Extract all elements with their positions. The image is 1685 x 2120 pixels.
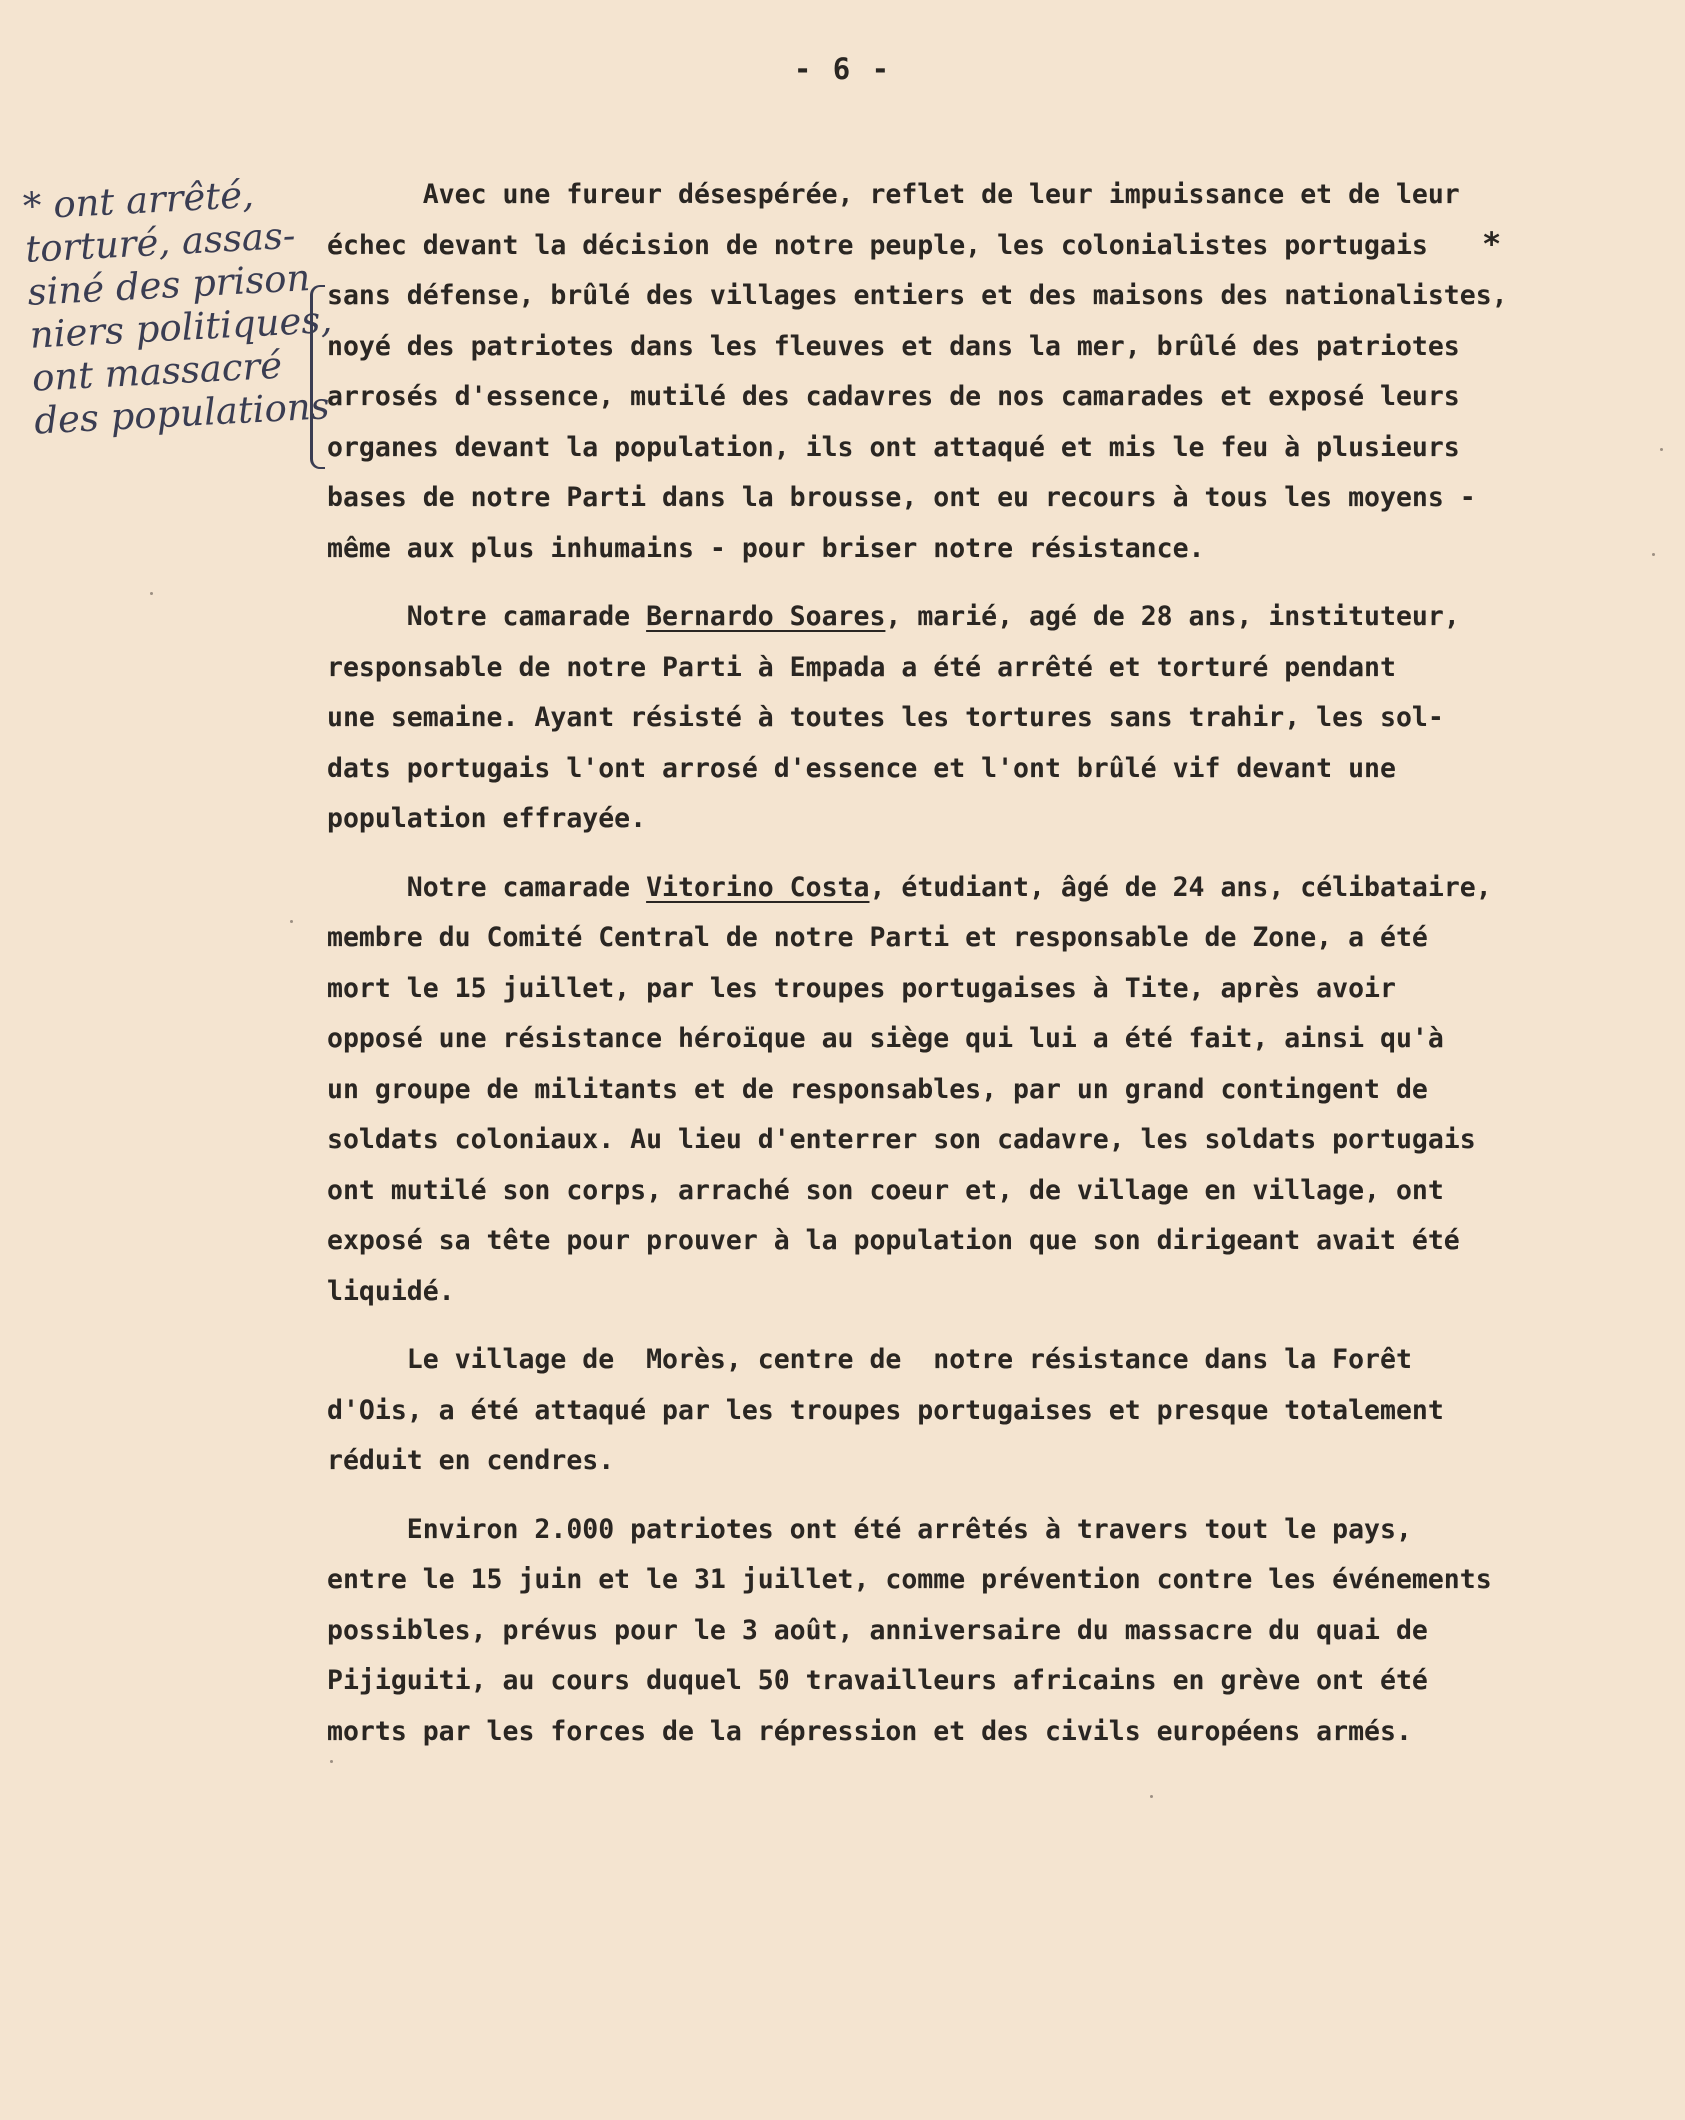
line-suffix: , étudiant, âgé de 24 ans, célibataire, xyxy=(869,871,1492,903)
text-line: un groupe de militants et de responsables, par un grand contingent de xyxy=(327,1073,1428,1105)
text-line: bases de notre Parti dans la brousse, ont eu recours à tous les moyens - xyxy=(327,482,1476,513)
person-name-bernardo-soares: Bernardo Soares xyxy=(646,601,886,632)
text-line xyxy=(327,592,1627,643)
text-line: Avec une fureur désespérée, reflet de leur impuissance et de leur xyxy=(327,179,1460,210)
paragraph-4 xyxy=(327,1335,1627,1487)
margin-note-line: torturé, assas- xyxy=(24,213,297,271)
text-line: possibles, prévus pour le 3 août, anniversaire du massacre du quai de xyxy=(327,1614,1428,1646)
line-prefix: Notre camarade xyxy=(327,871,647,903)
text-line: Pijiguiti, au cours duquel 50 travailleurs africains en grève ont été xyxy=(327,1665,1428,1696)
line-suffix: , marié, agé de 28 ans, instituteur, xyxy=(885,601,1460,632)
text-line: opposé une résistance héroïque au siège qui lui a été fait, ainsi qu'à xyxy=(327,1023,1444,1054)
insertion-asterisk: * xyxy=(1482,225,1502,263)
line-prefix: Notre camarade xyxy=(327,601,647,632)
text-line: population effrayée. xyxy=(327,803,647,834)
text-line: Le village de Morès, centre de notre résistance dans la Forêt xyxy=(327,1344,1412,1375)
margin-note-line: siné des prison xyxy=(26,256,312,314)
paper-speck xyxy=(150,592,153,595)
text-line: liquidé. xyxy=(327,1275,455,1307)
margin-bracket xyxy=(310,285,325,469)
margin-note-line: des populations xyxy=(33,384,331,443)
text-line: mort le 15 juillet, par les troupes portugaises à Tite, après avoir xyxy=(327,972,1396,1004)
paper-speck xyxy=(330,1760,333,1763)
body-text xyxy=(327,170,1627,1757)
text-line: responsable de notre Parti à Empada a été arrêté et torturé pendant xyxy=(327,651,1396,683)
text-line: noyé des patriotes dans les fleuves et dans la mer, brûlé des patriotes xyxy=(327,330,1460,362)
paper-speck xyxy=(1660,448,1663,451)
text-line: dats portugais l'ont arrosé d'essence et l'ont brûlé vif devant une xyxy=(327,752,1396,784)
text-line: d'Ois, a été attaqué par les troupes portugaises et presque totalement xyxy=(327,1394,1444,1426)
text-line: même aux plus inhumains - pour briser notre résistance. xyxy=(327,532,1205,564)
text-line: entre le 15 juin et le 31 juillet, comme prévention contre les événements xyxy=(327,1564,1492,1595)
paper-speck xyxy=(1150,1795,1153,1798)
text-line: ont mutilé son corps, arraché son coeur et, de village en village, ont xyxy=(327,1174,1444,1206)
text-line: exposé sa tête pour prouver à la population que son dirigeant avait été xyxy=(327,1225,1460,1256)
handwritten-margin-note xyxy=(22,169,335,442)
paragraph-3 xyxy=(327,863,1627,1318)
paper-speck xyxy=(1652,553,1655,556)
paragraph-1 xyxy=(327,170,1627,574)
text-line xyxy=(327,863,1627,914)
text-line: arrosés d'essence, mutilé des cadavres de nos camarades et exposé leurs xyxy=(327,381,1460,412)
person-name-vitorino-costa: Vitorino Costa xyxy=(646,871,870,903)
text-line: morts par les forces de la répression et des civils européens armés. xyxy=(327,1715,1412,1747)
margin-note-line: * ont arrêté, xyxy=(22,172,255,228)
text-line: une semaine. Ayant résisté à toutes les tortures sans trahir, les sol- xyxy=(327,702,1444,733)
paper-speck xyxy=(290,920,293,923)
text-line: réduit en cendres. xyxy=(327,1445,615,1476)
margin-note-line: niers politiques, xyxy=(28,297,334,357)
text-line: échec devant la décision de notre peuple, les colonialistes portugais xyxy=(327,229,1428,261)
text-line: soldats coloniaux. Au lieu d'enterrer son cadavre, les soldats portugais xyxy=(327,1124,1476,1155)
text-line: sans défense, brûlé des villages entiers et des maisons des nationalistes, xyxy=(327,280,1508,311)
text-line: membre du Comité Central de notre Parti et responsable de Zone, a été xyxy=(327,922,1428,953)
text-line: Environ 2.000 patriotes ont été arrêtés à travers tout le pays, xyxy=(327,1513,1412,1545)
page-number: - 6 - xyxy=(793,52,892,86)
text-line: organes devant la population, ils ont attaqué et mis le feu à plusieurs xyxy=(327,431,1460,463)
paragraph-2 xyxy=(327,592,1627,845)
paragraph-5 xyxy=(327,1505,1627,1758)
margin-note-line: ont massacré xyxy=(31,343,284,400)
